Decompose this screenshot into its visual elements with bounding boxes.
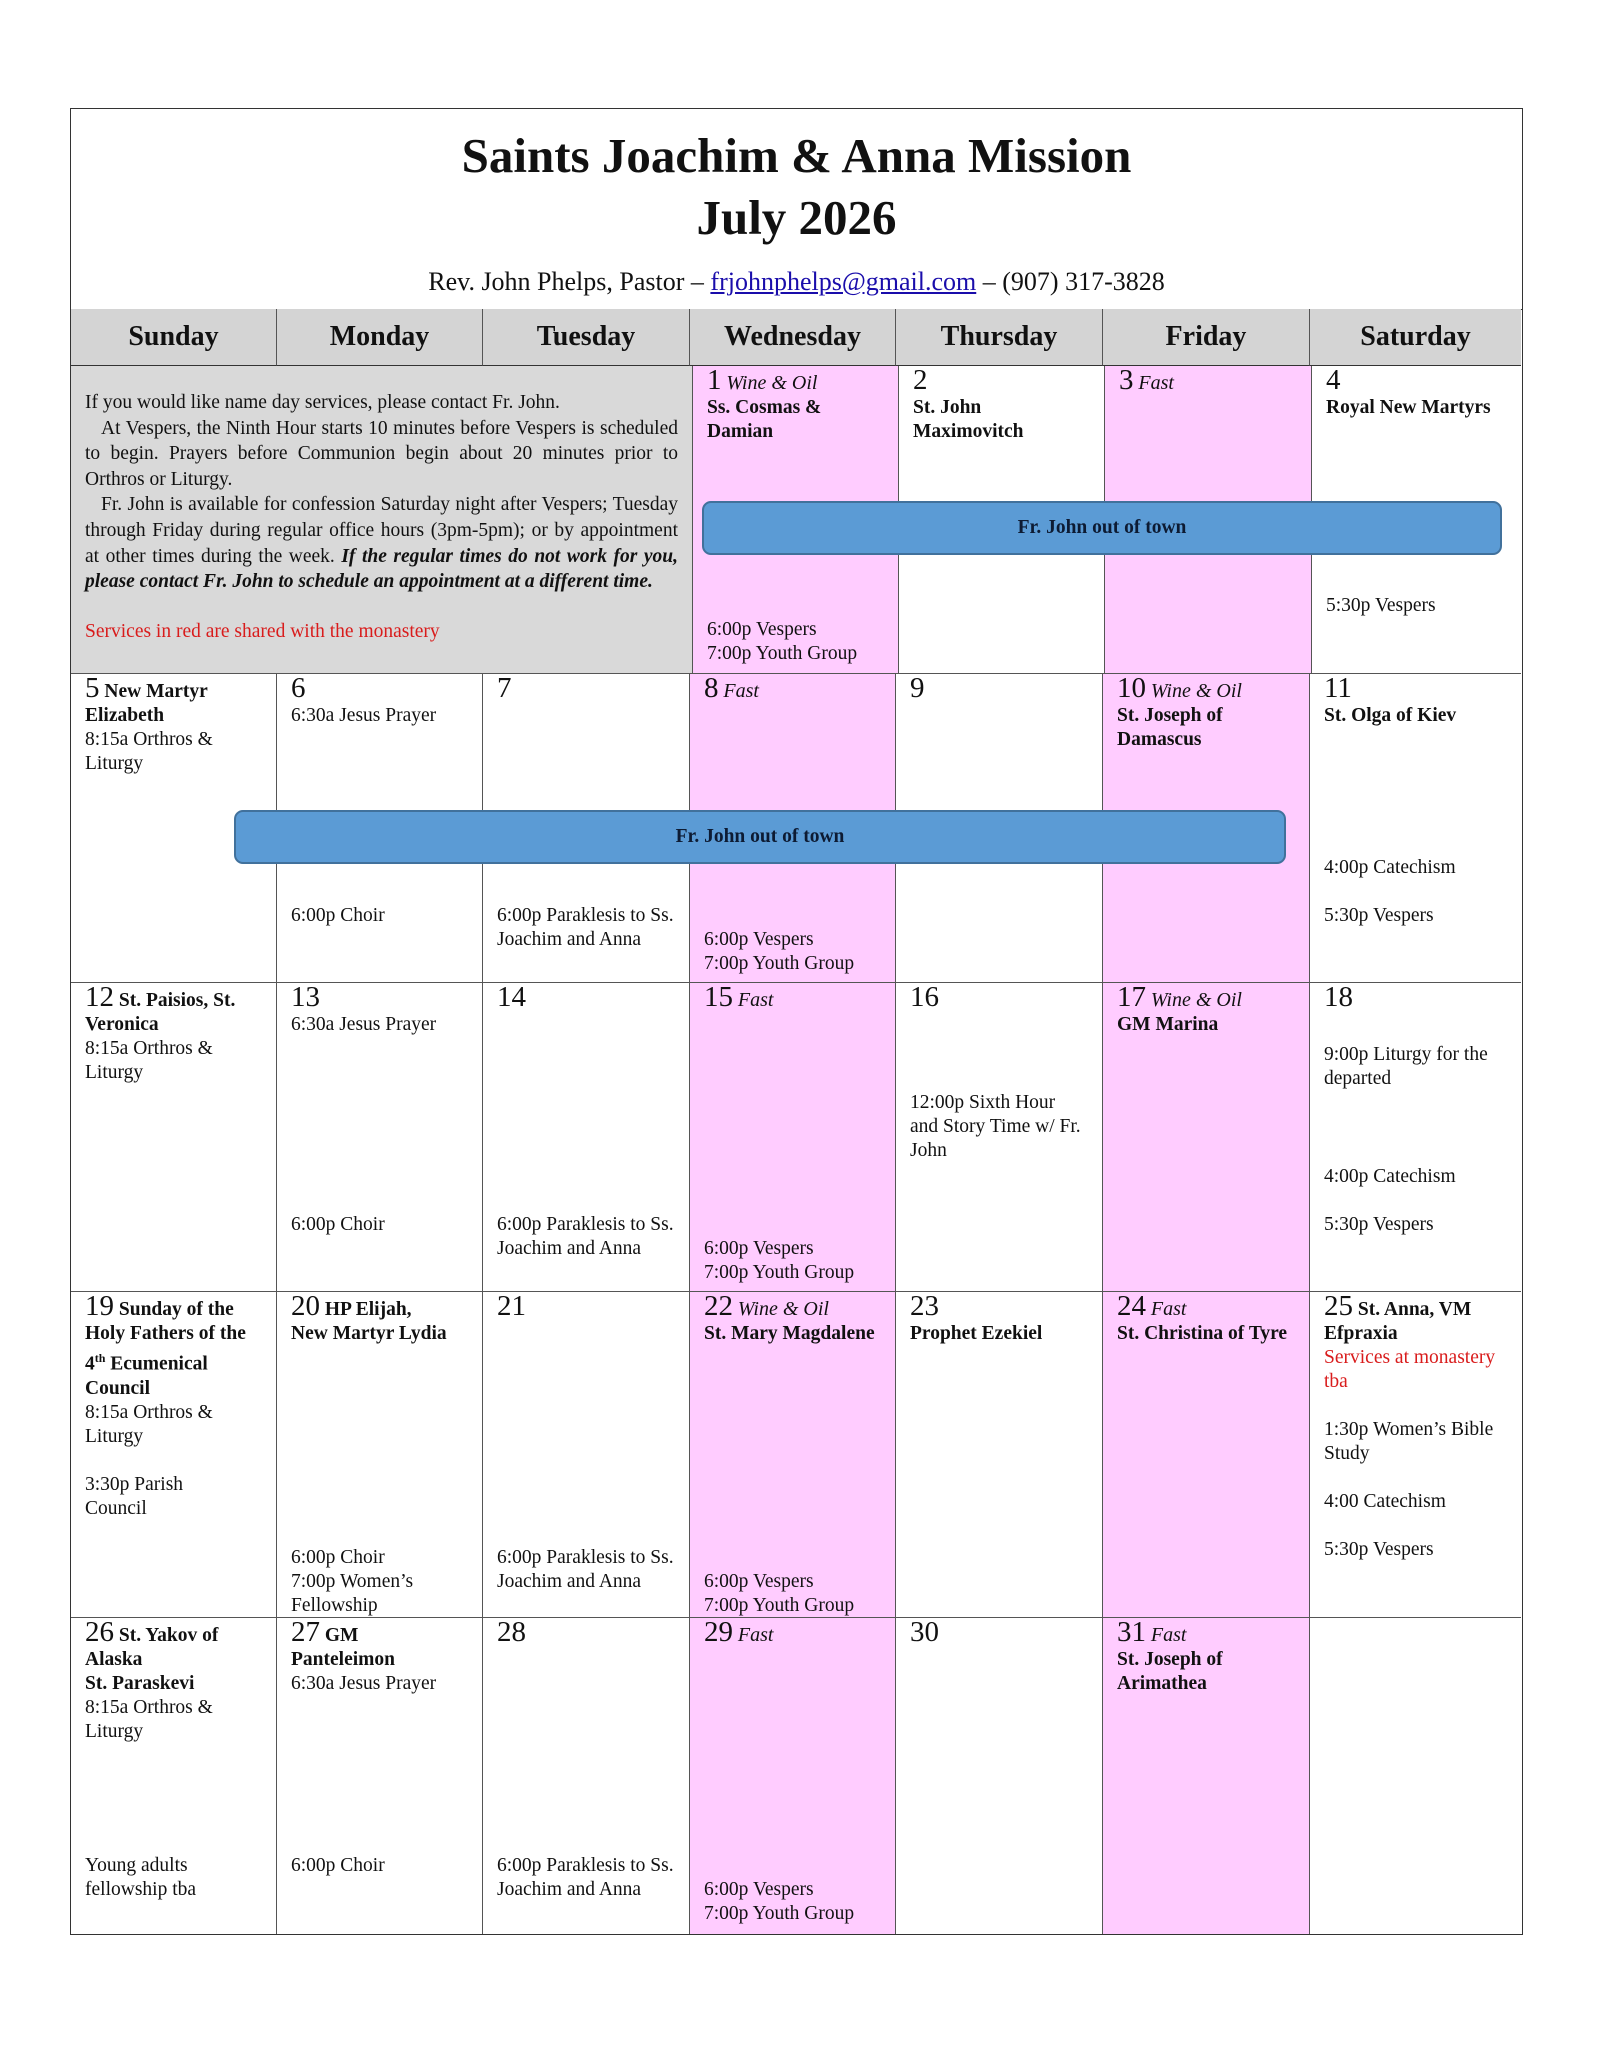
feast-title-cont: New Martyr Lydia [291,1323,447,1344]
event: 1:30p Women’s Bible Study [1324,1419,1494,1464]
fast-tag: Fast [1150,1298,1187,1320]
event: 4:00 Catechism [1324,1491,1446,1512]
event: 8:15a Orthros & [85,1697,213,1718]
day-header-monday: Monday [277,309,483,366]
day-number: 12 [85,983,114,1013]
day-cell-25[interactable] [1310,1292,1521,1618]
day-number: 6 [291,674,306,704]
day-number: 27 [291,1618,320,1648]
pastor-label: Rev. John Phelps, Pastor – [428,267,711,296]
event: 6:00p Paraklesis to Ss. Joachim and Anna [497,905,674,950]
day-number: 31 [1117,1618,1146,1648]
info-confession-emphasis: If the regular times do not work for you, please contact Fr. John to schedule an appointment at a different time. [85,545,678,593]
day-number: 18 [1324,983,1353,1013]
event: 6:00p Choir [291,1855,385,1876]
feast-title-cont: Holy Fathers of the [85,1323,246,1344]
feast-title: Royal New Martyrs [1326,397,1491,418]
event: Liturgy [85,1721,144,1742]
day-cell-18[interactable] [1310,983,1521,1292]
day-number: 25 [1324,1292,1353,1322]
feast-title-cont: Efpraxia [1324,1323,1398,1344]
day-number: 23 [910,1292,939,1322]
page-title [71,125,1522,249]
event: 9:00p Liturgy for the departed [1324,1044,1488,1089]
feast-title-ordinal: 4 [85,1353,95,1375]
day-number: 3 [1119,366,1134,396]
day-number: 21 [497,1292,526,1322]
day-number: 19 [85,1292,114,1322]
day-number: 24 [1117,1292,1146,1322]
feast-title: St. John Maximovitch [913,397,1024,442]
day-number: 20 [291,1292,320,1322]
event: 6:00p Vespers [704,1571,814,1592]
day-cell-28[interactable] [483,1618,690,1934]
fast-tag: Fast [1138,372,1174,394]
event: 7:00p Youth Group [704,1903,855,1924]
info-box [71,366,693,674]
event: Liturgy [85,1062,144,1083]
day-number: 28 [497,1618,526,1648]
feast-title: St. Joseph of Damascus [1117,705,1223,750]
day-number: 16 [910,983,939,1013]
feast-title-cont: Alaska [85,1649,143,1670]
day-cell-27[interactable] [277,1618,483,1934]
email-link[interactable]: frjohnphelps@gmail.com [710,267,977,296]
day-cell-14[interactable] [483,983,690,1292]
event: 6:30a Jesus Prayer [291,1014,437,1035]
day-cell-21[interactable] [483,1292,690,1618]
event: 4:00p Catechism [1324,1166,1456,1187]
event: 6:00p Choir [291,1547,385,1568]
event: 5:30p Vespers [1324,905,1434,926]
phone-label: – (907) 317-3828 [976,267,1165,296]
event: 6:00p Vespers [707,619,817,640]
info-red-note: Services in red are shared with the monastery [85,620,440,642]
event: 6:00p Paraklesis to Ss. Joachim and Anna [497,1547,674,1592]
feast-title-cont: Elizabeth [85,705,165,726]
day-cell-31[interactable] [1103,1618,1310,1934]
day-cell-24[interactable] [1103,1292,1310,1618]
event: 7:00p Youth Group [704,1262,855,1283]
event: 6:00p Paraklesis to Ss. Joachim and Anna [497,1214,674,1259]
day-cell-30[interactable] [896,1618,1103,1934]
feast-title: GM [324,1625,359,1646]
feast-title-suffix: th [94,1351,106,1365]
feast-title-cont: Panteleimon [291,1649,395,1670]
event: 7:00p Youth Group [704,1595,855,1616]
day-number: 15 [704,983,733,1013]
day-number: 2 [913,366,928,396]
event: Fellowship [291,1595,378,1616]
feast-title: St. Olga of Kiev [1324,705,1457,726]
month-year: July 2026 [696,190,897,245]
event: 12:00p Sixth Hour and Story Time w/ Fr. John [910,1092,1081,1161]
event: 4:00p Catechism [1324,857,1456,878]
day-cell-11[interactable] [1310,674,1521,983]
feast-title: Prophet Ezekiel [910,1323,1043,1344]
event: 5:30p Vespers [1324,1539,1434,1560]
event: 8:15a Orthros & [85,1401,213,1423]
day-number: 11 [1324,674,1352,704]
feast-title: St. Mary Magdalene [704,1323,875,1344]
fast-tag: Wine & Oil [726,372,818,394]
event: 8:15a Orthros & [85,729,213,750]
monastery-note: Services at monastery tba [1324,1347,1496,1392]
day-cell-16[interactable] [896,983,1103,1292]
out-of-town-banner-week1[interactable]: Fr. John out of town [702,501,1502,555]
day-cell-26[interactable] [71,1618,277,1934]
day-header-friday: Friday [1103,309,1310,366]
feast-title-cont [85,1346,268,1377]
day-number: 10 [1117,674,1146,704]
event: 6:30a Jesus Prayer [291,705,437,726]
day-number: 30 [910,1618,939,1648]
feast-title: St. Yakov of [118,1625,219,1646]
day-cell-13[interactable] [277,983,483,1292]
day-cell-29[interactable] [690,1618,896,1934]
day-number: 26 [85,1618,114,1648]
day-number: 29 [704,1618,733,1648]
mission-name: Saints Joachim & Anna Mission [461,128,1132,183]
event: Young adults fellowship tba [85,1855,197,1900]
feast-title-cont: Council [85,1377,151,1399]
info-name-day: If you would like name day services, please contact Fr. John. [85,392,560,413]
day-cell-20[interactable] [277,1292,483,1618]
event: 6:00p Choir [291,1214,385,1235]
event: 6:00p Vespers [704,1879,814,1900]
event: Liturgy [85,753,144,774]
feast-title: Ss. Cosmas & Damian [707,397,822,442]
day-number: 22 [704,1292,733,1322]
info-confession [85,492,678,594]
fast-tag: Wine & Oil [1150,989,1242,1011]
out-of-town-banner-week2[interactable]: Fr. John out of town [234,810,1286,864]
calendar-header [71,109,1522,310]
event: 3:30p Parish [85,1473,184,1495]
day-number: 13 [291,983,320,1013]
feast-title: Sunday of the [118,1299,234,1320]
feast-title: GM Marina [1117,1014,1219,1035]
info-vespers: At Vespers, the Ninth Hour starts 10 minutes before Vespers is scheduled to begin. Prayers before Communion begin about 20 minutes prior to Orthros or Liturgy. [85,417,678,490]
feast-title: St. Christina of Tyre [1117,1323,1288,1344]
event: 6:00p Vespers [704,1238,814,1259]
day-number: 1 [707,366,722,396]
feast-title: HP Elijah, [324,1299,412,1320]
day-number: 5 [85,674,100,704]
feast-title: St. Joseph of Arimathea [1117,1649,1223,1694]
day-number: 4 [1326,366,1341,396]
day-header-saturday: Saturday [1310,309,1521,366]
feast-title: St. Paisios, St. [118,990,236,1011]
day-cell-empty [1310,1618,1521,1934]
info-confession-text: Fr. John is available for confession Saturday night after Vespers; Tuesday through Friday during regular office hours (3pm-5pm); or by appointment at other times during the week. [85,494,678,567]
day-cell-19[interactable] [71,1292,277,1618]
feast-title-cont: St. Paraskevi [85,1673,195,1694]
day-number: 9 [910,674,925,704]
day-number: 14 [497,983,526,1013]
fast-tag: Wine & Oil [737,1298,829,1320]
event: 7:00p Youth Group [704,953,855,974]
event: 6:00p Choir [291,905,385,926]
event: 6:00p Paraklesis to Ss. Joachim and Anna [497,1855,674,1900]
day-number: 8 [704,674,719,704]
feast-title: New Martyr [104,681,208,702]
event: Liturgy [85,1425,144,1447]
day-cell-23[interactable] [896,1292,1103,1618]
event: 6:00p Vespers [704,929,814,950]
event: 8:15a Orthros & [85,1038,213,1059]
event: 5:30p Vespers [1326,595,1436,616]
calendar [70,108,1523,1935]
event: 6:30a Jesus Prayer [291,1673,437,1694]
day-cell-12[interactable] [71,983,277,1292]
feast-title-rest: Ecumenical [105,1353,208,1375]
feast-title-cont: Veronica [85,1014,159,1035]
fast-tag: Fast [737,989,774,1011]
day-cell-15[interactable] [690,983,896,1292]
event: 7:00p Women’s [291,1571,414,1592]
fast-tag: Fast [737,1624,774,1646]
event: 7:00p Youth Group [707,643,858,664]
day-header-tuesday: Tuesday [483,309,690,366]
fast-tag: Wine & Oil [1150,680,1242,702]
day-header-wednesday: Wednesday [690,309,896,366]
day-header-sunday: Sunday [71,309,277,366]
day-number: 17 [1117,983,1146,1013]
contact-line [71,267,1522,297]
feast-title: St. Anna, VM [1357,1299,1472,1320]
day-cell-22[interactable] [690,1292,896,1618]
day-cell-17[interactable] [1103,983,1310,1292]
fast-tag: Fast [1150,1624,1187,1646]
day-header-thursday: Thursday [896,309,1103,366]
fast-tag: Fast [723,680,759,702]
day-number: 7 [497,674,512,704]
event: 5:30p Vespers [1324,1214,1434,1235]
event: Council [85,1497,147,1519]
